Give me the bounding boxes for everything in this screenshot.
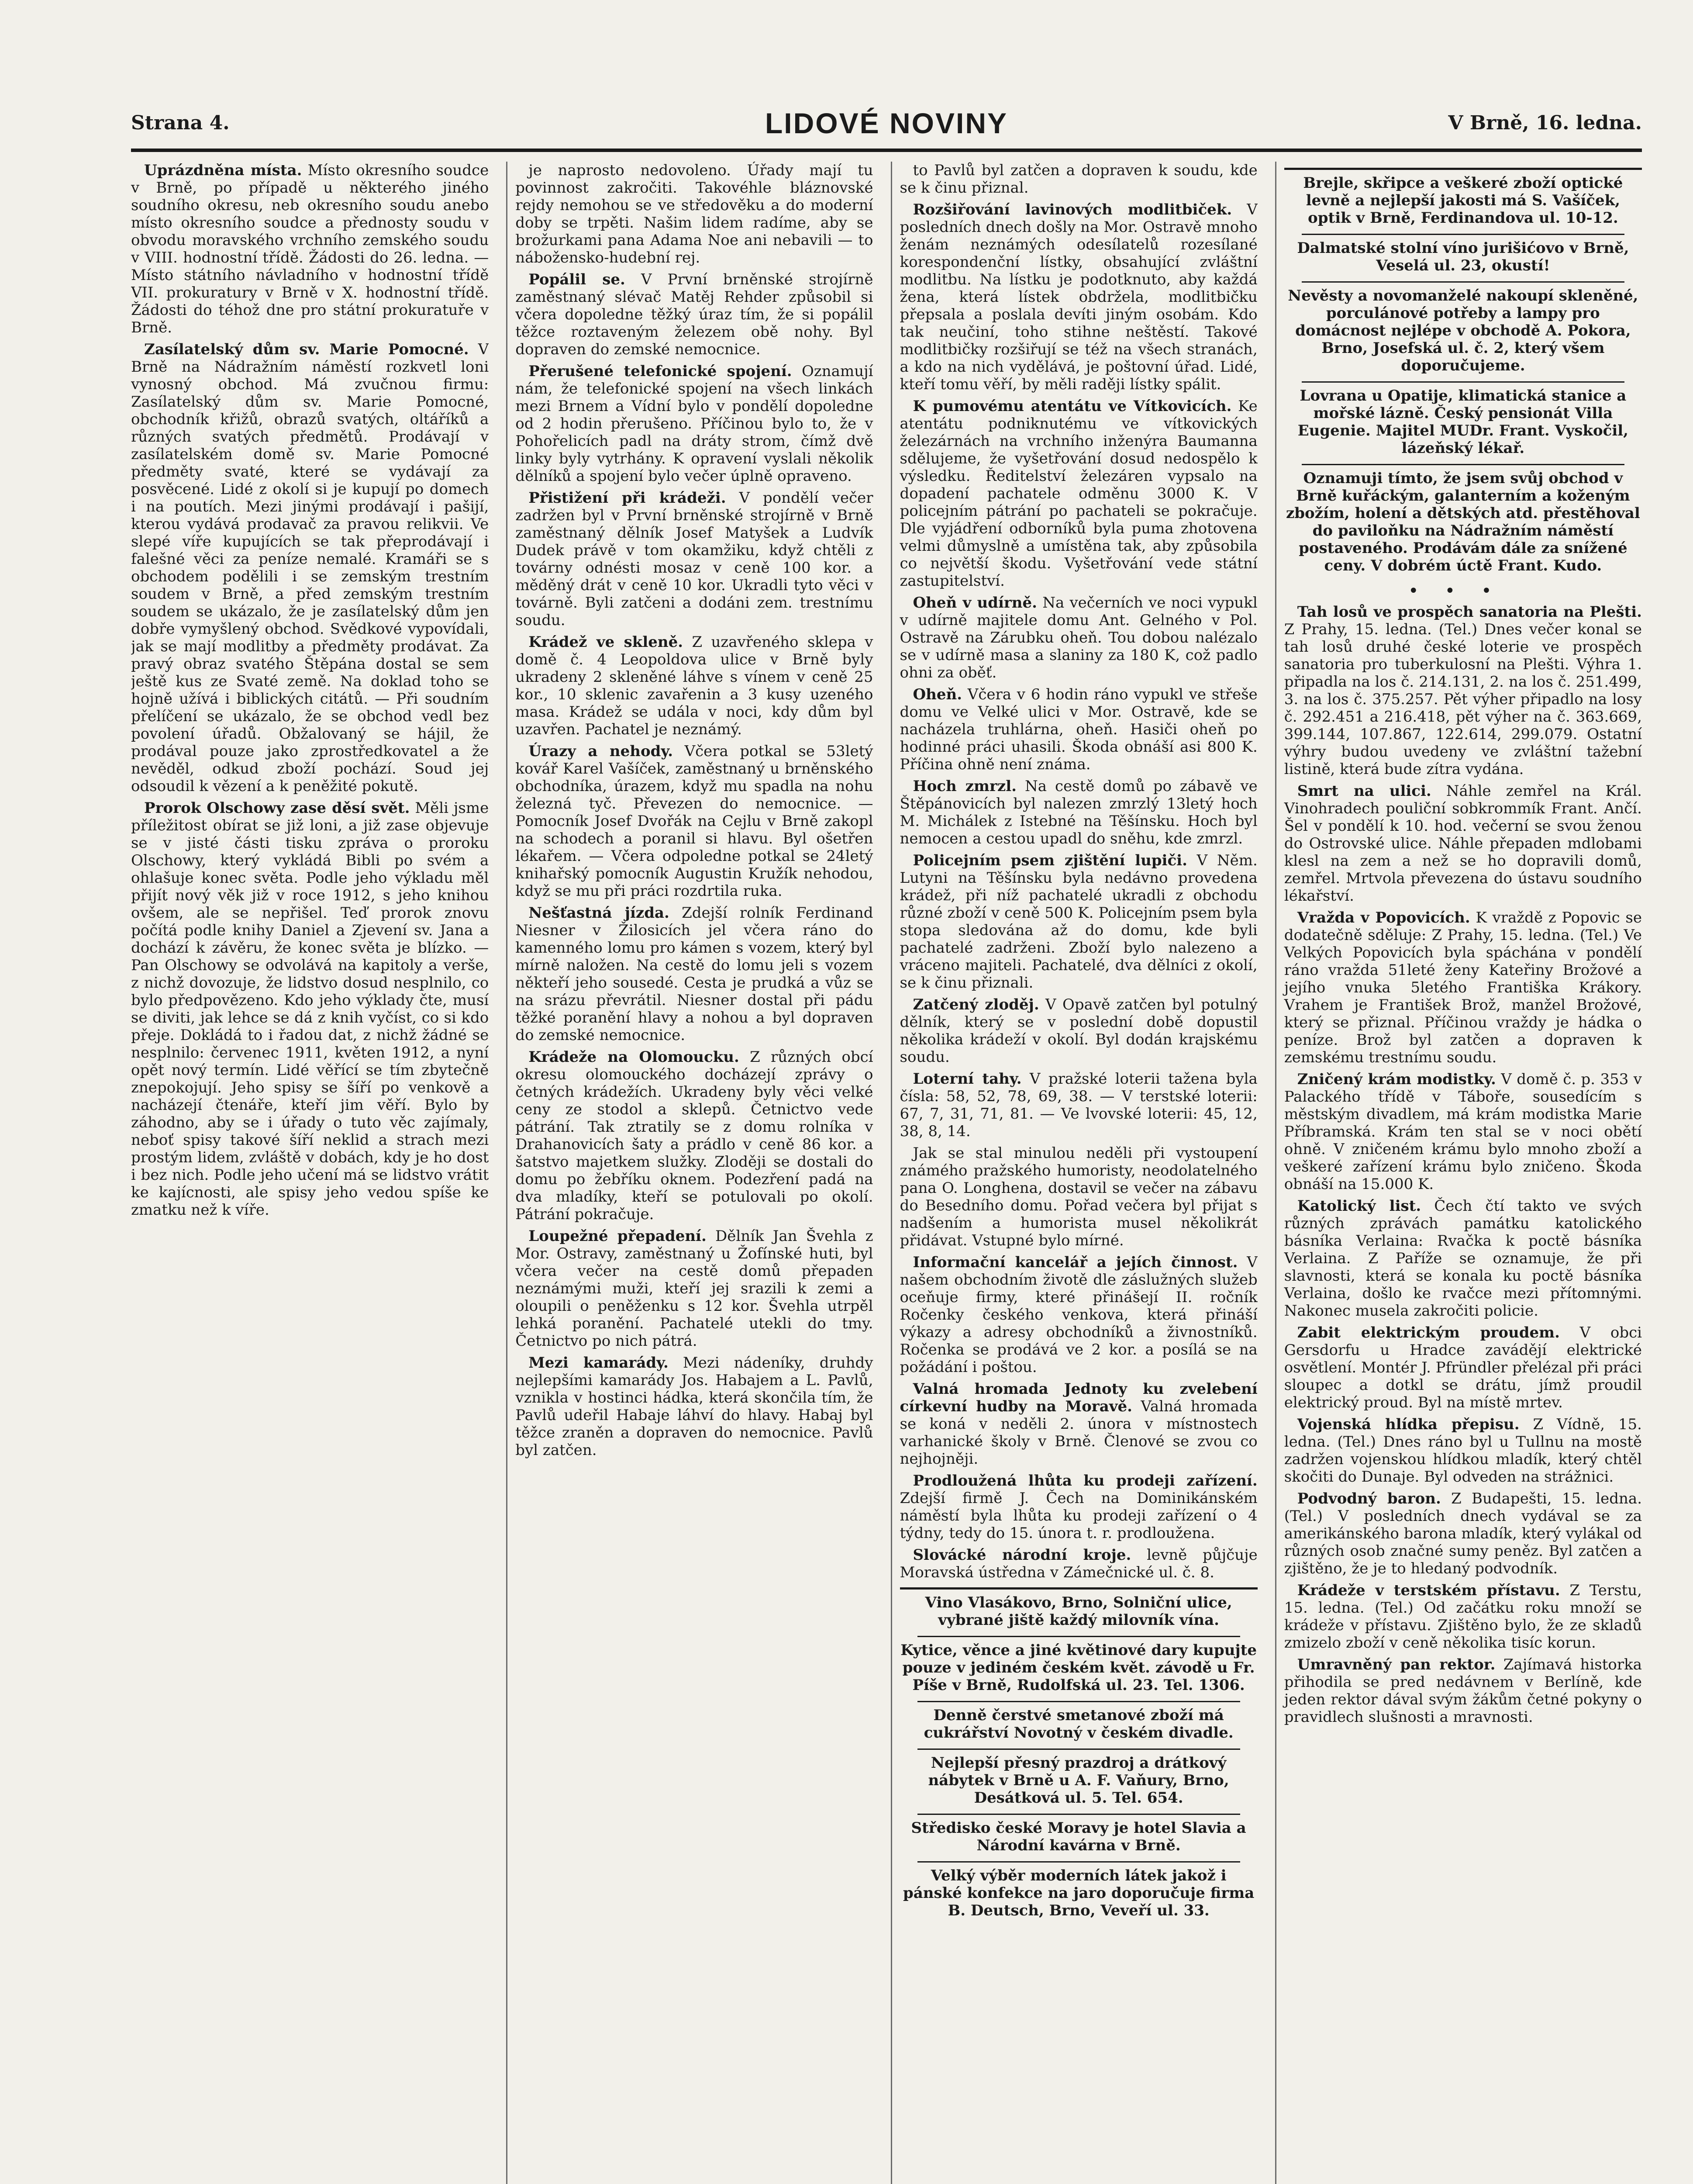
article-body: V našem obchodním životě dle záslužných služeb oceňuje firmy, které přinášejí II. ročník Ročenky českého venkova, která přináší výkazy a adresy obchodníků a živnostníků. Ročenka se prodává ve 2 kor. a posílá se na požádání i poštou. bbox=[900, 1254, 1258, 1376]
advertisement: Dalmatské stolní víno jurišićovo v Brně, Veselá ul. 23, okustí! bbox=[1297, 239, 1629, 274]
ad-divider bbox=[917, 1861, 1240, 1863]
article-body: V obci Gersdorfu u Hradce zavádějí elektrické osvětlení. Montér J. Pfründler přelézal při práci sloupec a dotkl se drátu, jímž proudil elektrický proud. Byl na místě mrtev. bbox=[1284, 1324, 1642, 1411]
article-headline: Popálil se. bbox=[528, 271, 625, 288]
article-body: Valná hromada se koná v neděli 2. února v místnostech varhanické školy v Brně. Členové se zvou co nejhojněji. bbox=[900, 1398, 1258, 1468]
article-headline: Přistižení při krádeži. bbox=[528, 489, 726, 507]
advertisement: Denně čerstvé smetanové zboží má cukrářství Novotný v českém divadle. bbox=[924, 1707, 1234, 1742]
column-2 bbox=[506, 162, 873, 2184]
article-headline: Valná hromada Jednoty ku zvelebení církevní hudby na Moravě. bbox=[900, 1380, 1258, 1415]
article-headline: Úrazy a nehody. bbox=[528, 743, 673, 760]
article-body: Mezi nádeníky, druhdy nejlepšími kamarády Jos. Habajem a L. Pavlů, vznikla v hostinci hádka, která skončila tím, že Pavlů udeřil Habaje láhví do hlavy. Habaj byl těžce zraněn a dopraven do nemocnice. Pavlů byl zatčen. bbox=[515, 1354, 873, 1459]
article-headline: Hoch zmrzl. bbox=[913, 778, 1017, 795]
article-body: V Brně na Nádražním náměstí rozkvetl loni vynosný obchod. Má zvučnou firmu: Zasílatelský dům sv. Marie Pomocné, obchodník křižů, obrazů svatých, oltáříků a různých svatých předmětů. Prodávají v zasílatelském domě sv. Marie Pomocné předměty svaté, které se vydávají za posvěcené. Lidé z okolí si je kupují po domech i na poutích. Mezi jinými prodávají i pašijí, kterou vydává prodavač za pravou relikvii. Ve slepé víře kupujících se tak přeprodávají i falešné věci za peníze nemalé. Kramáři se s obchodem podělili i se zemským trestním soudem v Brně, a před zemským trestním soudem se ukázalo, že je zasílatelský dům jen dobře vymyšlený obchod. Svědkové vypovídali, jak se mají modlitby a předměty prodávat. Za pravý obraz svatého Štěpána dostal se sem ještě kus ze Svaté země. Na doklad toho se hojně užívá i biblických citátů. — Při soudním přelíčení se ukázalo, že se obchod vedl bez povolení úřadů. Obžalovaný se hájil, že prodával pouze jako zprostředkovatel a že nevěděl, odkud zboží pochází. Soud jej odsoudil k vězení a k peněžité pokutě. bbox=[131, 341, 489, 795]
column-1 bbox=[131, 162, 489, 2184]
advertisement-block bbox=[900, 1587, 1258, 1919]
dateline: V Brně, 16. ledna. bbox=[1448, 112, 1642, 134]
article-paragraph bbox=[900, 397, 1258, 590]
advertisement: Nevěsty a novomanželé nakoupí skleněné, porculánové potřeby a lampy pro domácnost nejlépe v obchodě A. Pokora, Brno, Josefská ul. č. 2, který všem doporučujeme. bbox=[1288, 287, 1638, 374]
masthead-title: LIDOVÉ NOVINY bbox=[765, 107, 1008, 139]
advertisement: Brejle, skřipce a veškeré zboží optické levně a nejlepší jakosti má S. Vašíček, optik v Brně, Ferdinandova ul. 10-12. bbox=[1303, 174, 1623, 227]
article-paragraph bbox=[900, 594, 1258, 681]
article-body: V pondělí večer zadržen byl v První brněnské strojírně v Brně zaměstnaný dělník Josef Matyšek a Ludvík Dudek právě v tom okamžiku, když chtěli z továrny odnésti mosaz v ceně 100 kor. a měděný drát v ceně 10 kor. Ukradli tyto věci v továrně. Byli zatčeni a dodáni zem. trestnímu soudu. bbox=[515, 489, 873, 629]
advertisement-block bbox=[1284, 168, 1642, 574]
article-headline: Vražda v Popovicích. bbox=[1297, 909, 1470, 926]
article-headline: Rozšiřování lavinových modlitbiček. bbox=[913, 201, 1232, 218]
article-paragraph bbox=[900, 852, 1258, 992]
article-headline: Loupežné přepadení. bbox=[528, 1227, 707, 1245]
article-body: Dělník Jan Švehla z Mor. Ostravy, zaměstnaný u Žofínské huti, byl včera večer na cestě domů přepaden neznámými muži, kteří jej srazili k zemi a oloupili o peněženku s 12 kor. Švehla utrpěl lehká poranění. Pachatelé utekli do tmy. Četnictvo po nich pátrá. bbox=[515, 1227, 873, 1350]
article-headline: Prodloužená lhůta ku prodeji zařízení. bbox=[913, 1472, 1258, 1489]
article-headline: Přerušené telefonické spojení. bbox=[528, 363, 792, 380]
ad-divider bbox=[1302, 464, 1624, 465]
article-paragraph bbox=[1284, 1197, 1642, 1320]
article-headline: Zabit elektrickým proudem. bbox=[1297, 1324, 1560, 1341]
article-body: Z Prahy, 15. ledna. (Tel.) Dnes večer konal se tah losů druhé české loterie ve prospěch sanatoria pro tuberkulosní na Plešti. Výhra 1. připadla na los č. 214.131, 2. na los č. 251.499, 3. na los č. 375.257. Pět výher připadlo na losy č. 292.451 a 216.418, pět výher na č. 363.669, 399.144, 107.867, 122.614, 299.079. Ostatní výhry budou uvedeny ve zvláštní tažební listině, která bude zítra vydána. bbox=[1284, 621, 1642, 778]
article-headline: Tah losů ve prospěch sanatoria na Plešti. bbox=[1297, 603, 1642, 621]
page-header bbox=[131, 109, 1642, 152]
article-body: K vraždě z Popovic se dodatečně sděluje: Z Prahy, 15. ledna. (Tel.) Ve Velkých Popovicích byla spáchána v pondělí ráno vražda 51leté ženy Kateřiny Brožové a jejího vnuka 5letého Františka Krákory. Vrahem je František Brož, manžel Brožové, který se přiznal. Příčinou vraždy je hádka o peníze. Brož byl zatčen a dopraven k zemskému trestnímu soudu. bbox=[1284, 909, 1642, 1066]
article-paragraph bbox=[1284, 1416, 1642, 1486]
article-body: Včera potkal se 53letý kovář Karel Vašíček, zaměstnaný u brněnského obchodníka, úrazem, když mu spadla na nohu železná tyč. Převezen do nemocnice. — Pomocník Josef Dvořák na Cejlu v Brně zakopl na schodech a poranil si hlavu. Byl ošetřen lékařem. — Včera odpoledne potkal se 24letý knihařský pomocník Augustin Kružík nehodou, když se mu při práci rozdrtila ruka. bbox=[515, 743, 873, 900]
article-body: Měli jsme příležitost obírat se již loni, a již zase objevuje se v jisté části tisku zpráva o proroku Olschowy, který vykládá Bibli po svém a ohlašuje konec světa. Podle jeho výkladu měl přijít nový věk již v roce 1912, s jeho knihou ovšem, ale se nepřišel. Teď prorok znovu počítá podle knihy Daniel a Zjevení sv. Jana a dochází k závěru, že konec světa je blízko. — Pan Olschowy se odvolává na kapitoly a verše, z nichž dovozuje, že lidstvo dosud nesplnilo, co bylo předpovězeno. Kdo jeho výklady čte, musí se diviti, jak lehce se dá z knih vyčíst, co si kdo přeje. Dokládá to i řadou dat, z nichž žádné se nesplnilo: červenec 1911, květen 1912, a nyní opět nový termín. Lidé věřící se tím zbytečně znepokojují. Jeho spisy se šíří po venkově a nacházejí čtenáře, kteří jim věří. Bylo by záhodno, aby se i úřady o tuto věc zajímaly, neboť spisy takové šíří neklid a strach mezi prostým lidem, zvláště v dobách, kdy je ho dost i bez nich. Podle jeho učení má se lidstvo vrátit ke kajícnosti, ale spisy jeho vedou spíše ke zmatku než k víře. bbox=[131, 799, 489, 1219]
article-paragraph bbox=[1284, 1490, 1642, 1577]
article-paragraph bbox=[515, 162, 873, 266]
article-headline: Oheň. bbox=[913, 686, 962, 703]
article-headline: Oheň v udírně. bbox=[913, 594, 1037, 612]
article-headline: Slovácké národní kroje. bbox=[913, 1546, 1131, 1564]
ad-divider bbox=[1302, 381, 1624, 383]
article-body: V Opavě zatčen byl potulný dělník, který se v poslední době dopustil několika krádeží v okolí. Byl dodán krajskému soudu. bbox=[900, 996, 1258, 1066]
ad-divider bbox=[1302, 234, 1624, 235]
article-headline: Nešťastná jízda. bbox=[528, 904, 669, 922]
article-body: Na večerních ve noci vypukl v udírně majitele domu Ant. Gelného v Pol. Ostravě na Zárubku oheň. Tou dobou nalézalo se v udírně masa a slaniny za 180 K, což padlo ohni za oběť. bbox=[900, 594, 1258, 681]
article-headline: Zasílatelský dům sv. Marie Pomocné. bbox=[144, 341, 469, 358]
article-body: Náhle zemřel na Král. Vinohradech pouliční sobkrommík Frant. Ančí. Šel v pondělí k 10. hod. večerní se svou ženou do Ostrovské ulice. Náhle přepaden mdlobami klesl na zem a než se ho dopravili domů, zemřel. Mrtvola převezena do ústavu soudního lékařství. bbox=[1284, 782, 1642, 905]
ad-divider bbox=[1302, 281, 1624, 283]
article-headline: Prorok Olschowy zase děsí svět. bbox=[144, 799, 410, 817]
article-paragraph bbox=[900, 201, 1258, 393]
article-body: Z Vídně, 15. ledna. (Tel.) Dnes ráno byl u Tullnu na mostě zadržen vojenskou hlídkou mladík, který chtěl skočiti do Dunaje. Byl odveden na strážnici. bbox=[1284, 1416, 1642, 1486]
article-paragraph bbox=[515, 743, 873, 900]
article-body: Z různých obcí okresu olomouckého docházejí zprávy o četných krádežích. Ukradeny byly věci velké ceny ze stodol a sklepů. Četnictvo vede pátrání. Tak ztratily se z domu rolníka v Drahanovicích šaty a prádlo v ceně 86 kor. a šatstvo majetkem služky. Zloději se dostali do domu po žebříku oknem. Podezření padá na dva mladíky, kteří se potulovali po okolí. Pátrání pokračuje. bbox=[515, 1048, 873, 1223]
article-body: to Pavlů byl zatčen a dopraven k soudu, kde se k činu přiznal. bbox=[900, 162, 1258, 197]
article-body: levně půjčuje Moravská ústředna v Zámečnické ul. č. 8. bbox=[900, 1546, 1258, 1581]
ad-divider bbox=[917, 1636, 1240, 1637]
article-paragraph bbox=[515, 489, 873, 629]
article-paragraph bbox=[900, 1144, 1258, 1249]
article-paragraph bbox=[1284, 782, 1642, 905]
article-headline: Loterní tahy. bbox=[913, 1070, 1022, 1088]
article-headline: Zničený krám modistky. bbox=[1297, 1071, 1496, 1088]
advertisement: Lovrana u Opatije, klimatická stanice a mořské lázně. Český pensionát Villa Eugenie. Majitel MUDr. Frant. Vyskočil, lázeňský lékař. bbox=[1297, 387, 1629, 457]
article-paragraph bbox=[1284, 1071, 1642, 1193]
article-paragraph bbox=[1284, 1582, 1642, 1652]
article-body: Z Terstu, 15. ledna. (Tel.) Od začátku roku množí se krádeže v přístavu. Zjištěno bylo, že ze skladů zmizelo zboží v ceně několika tisíc korun. bbox=[1284, 1582, 1642, 1652]
column-4 bbox=[1275, 162, 1642, 2184]
article-paragraph bbox=[131, 162, 489, 336]
article-body: Oznamují nám, že telefonické spojení na všech linkách mezi Brnem a Vídní bylo v pondělí dopoledne od 2 hodin přerušeno. Příčinou bylo to, že v Pohořelicích padl na dráty strom, čímž dvě linky byly vytrhány. K opravení vyslali několik dělníků a spojení bylo večer úplně opraveno. bbox=[515, 363, 873, 485]
article-paragraph bbox=[515, 1227, 873, 1350]
advertisement: Oznamuji tímto, že jsem svůj obchod v Brně kuřáckým, galanterním a koženým zbožím, holení a dětských atd. přestěhoval do paviloňku na Nádražním náměstí postaveného. Prodávám dále za snížené ceny. V dobrém úctě Frant. Kudo. bbox=[1286, 470, 1640, 574]
article-paragraph bbox=[515, 1354, 873, 1459]
article-paragraph bbox=[515, 363, 873, 485]
article-paragraph bbox=[900, 686, 1258, 773]
article-headline: K pumovému atentátu ve Vítkovicích. bbox=[913, 397, 1232, 415]
article-headline: Uprázdněna místa. bbox=[144, 162, 302, 179]
article-paragraph bbox=[515, 1048, 873, 1223]
advertisement: Nejlepší přesný prazdroj a drátkový nábytek v Brně u A. F. Vaňury, Brno, Desátková ul. 5. Tel. 654. bbox=[928, 1754, 1229, 1807]
article-headline: Krádeže v terstském přístavu. bbox=[1297, 1582, 1560, 1599]
article-headline: Policejním psem zjištění lupiči. bbox=[913, 852, 1187, 869]
article-body: Zdejší firmě J. Čech na Dominikánském náměstí byla lhůta ku prodeji zařízení o 4 týdny, tedy do 15. února t. r. prodloužena. bbox=[900, 1489, 1258, 1542]
advertisement: Vino Vlasákovo, Brno, Solniční ulice, vybrané jiště každý milovník vína. bbox=[925, 1594, 1232, 1629]
article-paragraph bbox=[1284, 1656, 1642, 1726]
advertisement: Kytice, věnce a jiné květinové dary kupujte pouze v jediném českém květ. závodě u Fr. Píše v Brně, Rudolfská ul. 23. Tel. 1306. bbox=[900, 1641, 1257, 1694]
page-number: Strana 4. bbox=[131, 112, 230, 134]
ad-divider bbox=[917, 1749, 1240, 1750]
article-body: Čech čtí takto ve svých různých zprávách památku katolického básníka Verlaina: Rvačka k poctě básníka Verlaina. Z Paříže se oznamuje, že při slavnosti, která se konala ku poctě básníka Verlaina, došlo ke rvačce mezi přítomnými. Nakonec musela zakročiti policie. bbox=[1284, 1197, 1642, 1320]
article-paragraph bbox=[515, 633, 873, 738]
article-paragraph bbox=[900, 162, 1258, 197]
column-3 bbox=[891, 162, 1258, 2184]
article-body: V domě č. p. 353 v Palackého třídě v Táboře, sousedícím s městským divadlem, má krám modistka Marie Příbramská. Krám ten stal se v noci obětí ohně. V zničeném krámu bylo mnoho zboží a veškeré zařízení krámu bylo zničeno. Škoda obnáší na 15.000 K. bbox=[1284, 1071, 1642, 1193]
article-body: Zdejší rolník Ferdinand Niesner v Žilosicích jel včera ráno do kamenného lomu pro kámen s vozem, který byl mírně naložen. Na cestě do lomu jeli s vozem někteří jeho sousedé. Cesta je prudká a vůz se na srázu převrátil. Niesner dostal při pádu těžké poranění hlavy a nohou a byl dopraven do zemské nemocnice. bbox=[515, 904, 873, 1044]
article-body: V pražské loterii tažena byla čísla: 58, 52, 78, 69, 38. — V terstské loterii: 67, 7, 31, 71, 81. — Ve lvovské loterii: 45, 12, 38, 8, 14. bbox=[900, 1070, 1258, 1140]
advertisement: Velký výběr moderních látek jakož i pánské konfekce na jaro doporučuje firma B. Deutsch, Brno, Veveří ul. 33. bbox=[903, 1867, 1255, 1919]
article-body: Jak se stal minulou neděli při vystoupení známého pražského humoristy, neodolatelného pana O. Longhena, dostavil se večer na zábavu do Besedního domu. Pořad večera byl přijat s nadšením a humorista musel několikrát přidávat. Vstupné bylo mírné. bbox=[900, 1144, 1258, 1249]
article-paragraph bbox=[131, 799, 489, 1219]
article-headline: Umravněný pan rektor. bbox=[1297, 1656, 1496, 1673]
article-headline: Zatčený zloděj. bbox=[913, 996, 1039, 1013]
article-paragraph bbox=[900, 1546, 1258, 1581]
article-paragraph bbox=[900, 778, 1258, 847]
article-body: Zajímavá historka přihodila se pred nedávnem v Berlíně, kde jeden rektor dával svým žákům četné pokyny o pravidlech slušnosti a mravnosti. bbox=[1284, 1656, 1642, 1726]
article-body: Z uzavřeného sklepa v domě č. 4 Leopoldova ulice v Brně byly ukradeny 2 skleněné láhve s vínem v ceně 25 kor., 10 sklenic zavařenin a 3 kusy uzeného masa. Krádež se udála v noci, kdy dům byl uzavřen. Pachatel je neznámý. bbox=[515, 633, 873, 738]
article-paragraph bbox=[900, 1380, 1258, 1468]
article-paragraph bbox=[515, 904, 873, 1044]
article-body: V První brněnské strojírně zaměstnaný slévač Matěj Rehder způsobil si včera dopoledne těžký úraz tím, že si popálil těžce roztaveným železem obě nohy. Byl dopraven do zemské nemocnice. bbox=[515, 271, 873, 358]
text-columns bbox=[131, 162, 1642, 2184]
article-body: V posledních dnech došly na Mor. Ostravě mnoho ženám neznámých odesílatelů rozesílané korespondenční lístky, obsahující zvláštní modlitbu. Na lístku je podotknuto, aby každá žena, která lístek obdržela, modlitbičku přepsala a poslala devíti jiným osobám. Kdo tak neučiní, toho stihne neštěstí. Takové modlitbičky rozšiřují se též na všech stranách, a kdo na nich vydělává, je poštovní úřad. Lidé, kteří tomu věří, by měli raději lístky spálit. bbox=[900, 201, 1258, 393]
article-body: Místo okresního soudce v Brně, po případě u některého jiného soudního okresu, neb okresního soudu anebo místo okresního soudce a přednosty soudu v obvodu moravského vrchního zemského soudu v VIII. hodnostní třídě. Žádosti do 26. ledna. — Místo státního návladního v hodnostní třídě VII. prokuratury v Brně v X. hodnostní třídě. Žádosti do téhož dne pro státní prokuratuře v Brně. bbox=[131, 162, 489, 336]
advertisement: Středisko české Moravy je hotel Slavia a Národní kavárna v Brně. bbox=[911, 1819, 1246, 1854]
article-paragraph bbox=[900, 996, 1258, 1066]
section-stars: ••• bbox=[1408, 581, 1518, 601]
article-headline: Informační kancelář a jejích činnost. bbox=[913, 1254, 1238, 1271]
article-paragraph bbox=[900, 1472, 1258, 1542]
article-body: Na cestě domů po zábavě ve Štěpánovicích byl nalezen zmrzlý 13letý hoch M. Michálek z Istebné na Těšínsku. Hoch byl nemocen a cestou upadl do sněhu, kde zmrzl. bbox=[900, 778, 1258, 847]
ad-divider bbox=[917, 1814, 1240, 1815]
article-headline: Podvodný baron. bbox=[1297, 1490, 1441, 1507]
article-paragraph bbox=[131, 341, 489, 795]
article-headline: Vojenská hlídka přepisu. bbox=[1297, 1416, 1520, 1433]
article-body: Ke atentátu podniknutému ve vítkovických železárnách na vrchního inženýra Baumanna sdělujeme, že vyšetřování dosud nedospělo k výsledku. Ředitelství železáren vypsalo na dopadení pachatele odměnu 3000 K. V policejním pátrání po pachateli se pokračuje. Dle vyjádření odborníků byla puma zhotovena velmi důmyslně a umístěna tak, aby způsobila co největší škodu. Vyšetřování vede státní zastupitelství. bbox=[900, 397, 1258, 590]
article-body: V Něm. Lutyni na Těšínsku byla nedávno provedena krádež, při níž pachatelé ukradli z obchodu různé zboží v ceně 500 K. Policejním psem byla stopa sledována až do domu, kde byli pachatelé zadrženi. Zboží bylo nalezeno a vráceno majiteli. Pachatelé, dva dělníci z okolí, se k činu přiznali. bbox=[900, 852, 1258, 992]
article-paragraph bbox=[1284, 1324, 1642, 1411]
article-paragraph bbox=[900, 1070, 1258, 1140]
ad-divider bbox=[917, 1701, 1240, 1702]
article-paragraph bbox=[1284, 909, 1642, 1066]
article-headline: Smrt na ulici. bbox=[1297, 782, 1431, 800]
article-body: Včera v 6 hodin ráno vypukl ve střeše domu ve Velké ulici v Mor. Ostravě, kde se nacházela truhlárna, oheň. Hasiči oheň po hodinné práci uhasili. Škoda obnáší asi 800 K. Příčina ohně není známa. bbox=[900, 686, 1258, 773]
article-body: je naprosto nedovoleno. Úřady mají tu povinnost zakročiti. Takovéhle bláznovské rejdy nemohou se ve středověku a do moderní doby se trpěti. Našim lidem radíme, aby se brožurkami pana Adama Noe ani nebavili — to nábožensko-hudební rej. bbox=[515, 162, 873, 266]
article-paragraph bbox=[1284, 603, 1642, 778]
article-body: Z Budapešti, 15. ledna. (Tel.) V posledních dnech vydával se za amerikánského barona mladík, který vylákal od různých osob značné sumy peněz. Byl zatčen a zjištěno, že je to hledaný podvodník. bbox=[1284, 1490, 1642, 1577]
article-headline: Krádeže na Olomoucku. bbox=[528, 1048, 739, 1066]
article-headline: Katolický list. bbox=[1297, 1197, 1421, 1215]
article-paragraph bbox=[515, 271, 873, 358]
article-headline: Krádež ve skleně. bbox=[528, 633, 683, 651]
article-paragraph bbox=[900, 1254, 1258, 1376]
article-headline: Mezi kamarády. bbox=[528, 1354, 669, 1372]
